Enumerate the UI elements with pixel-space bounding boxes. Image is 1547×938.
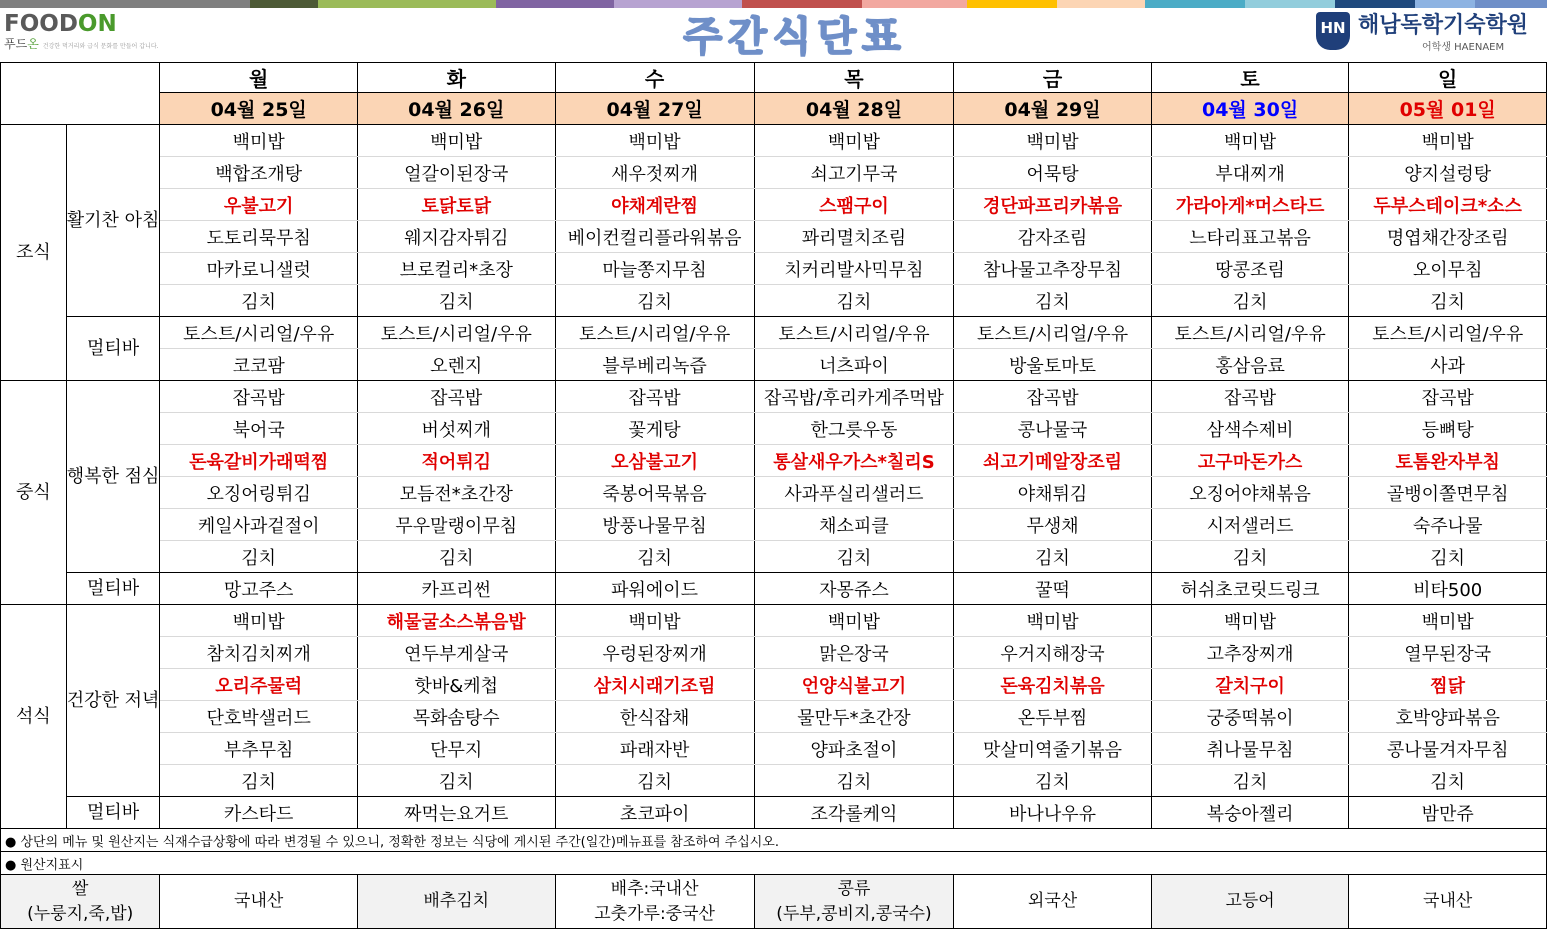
menu-item: 우거지해장국	[954, 637, 1152, 669]
day-header: 목	[754, 63, 954, 93]
menu-item: 웨지감자튀김	[357, 221, 555, 253]
menu-item: 삼치시래기조림	[555, 669, 754, 701]
menu-item: 김치	[160, 541, 358, 573]
menu-item: 백미밥	[754, 125, 954, 157]
origin-cell: 배추:국내산 고춧가루:중국산	[555, 875, 754, 929]
menu-item: 맛살미역줄기볶음	[954, 733, 1152, 765]
menu-item: 김치	[754, 285, 954, 317]
menu-item: 온두부찜	[954, 701, 1152, 733]
day-header: 월	[160, 63, 358, 93]
menu-item: 잡곡밥	[954, 381, 1152, 413]
menu-item: 홍삼음료	[1151, 349, 1349, 381]
weekly-menu-table	[0, 62, 1547, 929]
menu-item: 케일사과겉절이	[160, 509, 358, 541]
menu-item: 김치	[754, 765, 954, 797]
menu-item: 잡곡밥	[1151, 381, 1349, 413]
academy-name: 해남독학기숙학원	[1358, 13, 1529, 38]
menu-item: 콩나물겨자무침	[1349, 733, 1547, 765]
menu-item: 조각롤케익	[754, 797, 954, 829]
menu-item: 초코파이	[555, 797, 754, 829]
menu-item: 토스트/시리얼/우유	[1349, 317, 1547, 349]
day-header: 화	[357, 63, 555, 93]
menu-row	[1, 477, 1547, 509]
menu-item: 단무지	[357, 733, 555, 765]
menu-item: 맑은장국	[754, 637, 954, 669]
menu-item: 잡곡밥	[555, 381, 754, 413]
menu-item: 경단파프리카볶음	[954, 189, 1152, 221]
menu-item: 오리주물럭	[160, 669, 358, 701]
date-header: 04월 26일	[357, 93, 555, 125]
menu-item: 백미밥	[954, 605, 1152, 637]
menu-item: 언양식불고기	[754, 669, 954, 701]
menu-item: 꽈리멸치조림	[754, 221, 954, 253]
menu-row	[1, 157, 1547, 189]
day-header: 수	[555, 63, 754, 93]
menu-item: 얼갈이된장국	[357, 157, 555, 189]
menu-row	[1, 573, 1547, 605]
menu-item: 숙주나물	[1349, 509, 1547, 541]
origin-cell: 쌀 (누룽지,죽,밥)	[1, 875, 160, 929]
menu-item: 목화솜탕수	[357, 701, 555, 733]
menu-item: 김치	[954, 285, 1152, 317]
day-header: 토	[1151, 63, 1349, 93]
menu-item: 꽃게탕	[555, 413, 754, 445]
menu-item: 오삼불고기	[555, 445, 754, 477]
menu-item: 두부스테이크*소스	[1349, 189, 1547, 221]
stripe-segment	[614, 0, 742, 8]
origin-cell: 외국산	[954, 875, 1152, 929]
menu-item: 김치	[357, 541, 555, 573]
meal-label: 석식	[1, 605, 67, 829]
date-header: 04월 25일	[160, 93, 358, 125]
menu-item: 잡곡밥/후리카게주먹밥	[754, 381, 954, 413]
menu-item: 자몽쥬스	[754, 573, 954, 605]
menu-item: 느타리표고볶음	[1151, 221, 1349, 253]
menu-item: 모듬전*초간장	[357, 477, 555, 509]
menu-item: 김치	[954, 765, 1152, 797]
menu-item: 양파초절이	[754, 733, 954, 765]
corner-cell	[1, 63, 160, 125]
menu-item: 오징어야채볶음	[1151, 477, 1349, 509]
menu-item: 연두부게살국	[357, 637, 555, 669]
stripe-segment	[862, 0, 967, 8]
menu-item: 김치	[160, 765, 358, 797]
menu-item: 갈치구이	[1151, 669, 1349, 701]
menu-item: 오징어링튀김	[160, 477, 358, 509]
menu-item: 새우젓찌개	[555, 157, 754, 189]
menu-item: 김치	[160, 285, 358, 317]
menu-item: 코코팜	[160, 349, 358, 381]
menu-row	[1, 189, 1547, 221]
menu-item: 백미밥	[754, 605, 954, 637]
menu-item: 해물굴소스볶음밥	[357, 605, 555, 637]
menu-item: 백미밥	[555, 605, 754, 637]
menu-item: 가라아게*머스타드	[1151, 189, 1349, 221]
menu-item: 카프리썬	[357, 573, 555, 605]
menu-item: 바나나우유	[954, 797, 1152, 829]
meal-sub-label: 행복한 점심	[66, 381, 160, 573]
menu-item: 부추무침	[160, 733, 358, 765]
menu-item: 토스트/시리얼/우유	[954, 317, 1152, 349]
menu-item: 잡곡밥	[1349, 381, 1547, 413]
day-header: 일	[1349, 63, 1547, 93]
day-header: 금	[954, 63, 1152, 93]
menu-item: 김치	[357, 765, 555, 797]
menu-item: 시저샐러드	[1151, 509, 1349, 541]
menu-item: 백미밥	[160, 125, 358, 157]
stripe-segment	[1057, 0, 1145, 8]
menu-item: 고추장찌개	[1151, 637, 1349, 669]
menu-item: 오렌지	[357, 349, 555, 381]
menu-item: 사과	[1349, 349, 1547, 381]
logo-word-b: ON	[77, 11, 117, 37]
stripe-segment	[318, 0, 496, 8]
origin-cell: 국내산	[1349, 875, 1547, 929]
origin-cell: 고등어	[1151, 875, 1349, 929]
meal-sub-label: 활기찬 아침	[66, 125, 160, 317]
menu-row	[1, 285, 1547, 317]
date-header: 04월 30일	[1151, 93, 1349, 125]
menu-item: 토스트/시리얼/우유	[1151, 317, 1349, 349]
menu-item: 도토리묵무침	[160, 221, 358, 253]
menu-row	[1, 765, 1547, 797]
menu-item: 백미밥	[1349, 605, 1547, 637]
menu-item: 호박양파볶음	[1349, 701, 1547, 733]
menu-item: 토스트/시리얼/우유	[555, 317, 754, 349]
note-text: ● 상단의 메뉴 및 원산지는 식재수급상황에 따라 변경될 수 있으니, 정확한 정보는 식당에 게시된 주간(일간)메뉴표를 참조하여 주십시오.	[1, 829, 1547, 852]
menu-item: 꿀떡	[954, 573, 1152, 605]
meal-sub-label: 멀티바	[66, 573, 160, 605]
meal-sub-label: 멀티바	[66, 317, 160, 381]
menu-item: 짜먹는요거트	[357, 797, 555, 829]
menu-item: 열무된장국	[1349, 637, 1547, 669]
origin-cell: 국내산	[160, 875, 358, 929]
day-header-row	[1, 63, 1547, 93]
menu-row	[1, 637, 1547, 669]
date-header: 04월 28일	[754, 93, 954, 125]
menu-item: 브로컬리*초장	[357, 253, 555, 285]
menu-item: 오이무침	[1349, 253, 1547, 285]
note-row	[1, 852, 1547, 875]
menu-item: 김치	[555, 541, 754, 573]
menu-item: 쇠고기메알장조림	[954, 445, 1152, 477]
menu-item: 부대찌개	[1151, 157, 1349, 189]
note-row	[1, 829, 1547, 852]
menu-item: 마늘쫑지무침	[555, 253, 754, 285]
menu-item: 너츠파이	[754, 349, 954, 381]
menu-item: 어묵탕	[954, 157, 1152, 189]
menu-item: 허쉬초코릿드링크	[1151, 573, 1349, 605]
menu-item: 우불고기	[160, 189, 358, 221]
menu-item: 우렁된장찌개	[555, 637, 754, 669]
menu-item: 등뼈탕	[1349, 413, 1547, 445]
menu-item: 쇠고기무국	[754, 157, 954, 189]
menu-item: 핫바&케첩	[357, 669, 555, 701]
menu-item: 백미밥	[1349, 125, 1547, 157]
menu-row	[1, 317, 1547, 349]
menu-row	[1, 445, 1547, 477]
menu-item: 밤만쥬	[1349, 797, 1547, 829]
menu-item: 북어국	[160, 413, 358, 445]
logo-korean: 푸드	[4, 37, 28, 51]
menu-item: 김치	[555, 765, 754, 797]
menu-item: 백미밥	[357, 125, 555, 157]
academy-logo	[1312, 10, 1542, 58]
foodon-logo	[4, 12, 164, 57]
menu-row	[1, 125, 1547, 157]
menu-item: 감자조림	[954, 221, 1152, 253]
menu-item: 망고주스	[160, 573, 358, 605]
note-text: ● 원산지표시	[1, 852, 1547, 875]
menu-item: 사과푸실리샐러드	[754, 477, 954, 509]
origin-cell: 배추김치	[357, 875, 555, 929]
page-title: 주간식단표	[683, 14, 907, 60]
menu-item: 복숭아젤리	[1151, 797, 1349, 829]
meal-sub-label: 멀티바	[66, 797, 160, 829]
menu-item: 김치	[357, 285, 555, 317]
menu-item: 파워에이드	[555, 573, 754, 605]
menu-item: 백미밥	[1151, 125, 1349, 157]
menu-row	[1, 221, 1547, 253]
meal-label: 중식	[1, 381, 67, 605]
menu-item: 김치	[555, 285, 754, 317]
color-stripe	[0, 0, 1547, 8]
menu-item: 땅콩조림	[1151, 253, 1349, 285]
menu-row	[1, 701, 1547, 733]
menu-item: 무우말랭이무침	[357, 509, 555, 541]
menu-item: 죽봉어묵볶음	[555, 477, 754, 509]
menu-item: 삼색수제비	[1151, 413, 1349, 445]
logo-tagline: 건강한 먹거리와 급식 문화를 만들어 갑니다.	[42, 43, 159, 50]
menu-item: 고구마돈가스	[1151, 445, 1349, 477]
menu-item: 김치	[1349, 285, 1547, 317]
stripe-segment	[742, 0, 862, 8]
menu-item: 베이컨컬리플라워볶음	[555, 221, 754, 253]
stripe-segment	[1245, 0, 1335, 8]
menu-item: 명엽채간장조림	[1349, 221, 1547, 253]
stripe-segment	[0, 0, 250, 8]
menu-item: 돈육김치볶음	[954, 669, 1152, 701]
menu-item: 한그릇우동	[754, 413, 954, 445]
menu-item: 야채계란찜	[555, 189, 754, 221]
menu-row	[1, 797, 1547, 829]
menu-item: 김치	[1349, 765, 1547, 797]
menu-item: 한식잡채	[555, 701, 754, 733]
meal-label: 조식	[1, 125, 67, 381]
menu-row	[1, 349, 1547, 381]
menu-item: 비타500	[1349, 573, 1547, 605]
menu-row	[1, 733, 1547, 765]
menu-item: 찜닭	[1349, 669, 1547, 701]
menu-item: 물만두*초간장	[754, 701, 954, 733]
menu-item: 스팸구이	[754, 189, 954, 221]
menu-item: 김치	[954, 541, 1152, 573]
menu-row	[1, 381, 1547, 413]
menu-row	[1, 605, 1547, 637]
stripe-segment	[1145, 0, 1245, 8]
stripe-segment	[496, 0, 614, 8]
menu-item: 블루베리녹즙	[555, 349, 754, 381]
origin-cell: 콩류 (두부,콩비지,콩국수)	[754, 875, 954, 929]
menu-item: 콩나물국	[954, 413, 1152, 445]
menu-item: 백합조개탕	[160, 157, 358, 189]
menu-row	[1, 253, 1547, 285]
stripe-segment	[250, 0, 318, 8]
menu-item: 카스타드	[160, 797, 358, 829]
menu-item: 방울토마토	[954, 349, 1152, 381]
stripe-segment	[1335, 0, 1415, 8]
menu-item: 참치김치찌개	[160, 637, 358, 669]
menu-item: 치커리발사믹무침	[754, 253, 954, 285]
menu-item: 백미밥	[1151, 605, 1349, 637]
menu-item: 참나물고추장무침	[954, 253, 1152, 285]
menu-row	[1, 541, 1547, 573]
date-header: 04월 29일	[954, 93, 1152, 125]
menu-row	[1, 669, 1547, 701]
stripe-segment	[1415, 0, 1475, 8]
academy-subtitle: 어학생 HAENAEM	[1422, 42, 1505, 53]
menu-item: 김치	[1151, 541, 1349, 573]
menu-item: 김치	[1349, 541, 1547, 573]
menu-item: 토스트/시리얼/우유	[160, 317, 358, 349]
menu-item: 야채튀김	[954, 477, 1152, 509]
menu-item: 돈육갈비가래떡찜	[160, 445, 358, 477]
menu-item: 궁중떡볶이	[1151, 701, 1349, 733]
menu-item: 방풍나물무침	[555, 509, 754, 541]
menu-item: 통살새우가스*칠리S	[754, 445, 954, 477]
menu-item: 백미밥	[160, 605, 358, 637]
menu-item: 적어튀김	[357, 445, 555, 477]
menu-item: 무생채	[954, 509, 1152, 541]
date-header: 04월 27일	[555, 93, 754, 125]
menu-item: 골뱅이쫄면무침	[1349, 477, 1547, 509]
menu-item: 잡곡밥	[357, 381, 555, 413]
menu-item: 토톰완자부침	[1349, 445, 1547, 477]
menu-item: 잡곡밥	[160, 381, 358, 413]
menu-item: 토스트/시리얼/우유	[357, 317, 555, 349]
logo-word-a: FOOD	[4, 11, 78, 37]
meal-sub-label: 건강한 저녁	[66, 605, 160, 797]
menu-item: 토스트/시리얼/우유	[754, 317, 954, 349]
menu-item: 채소피클	[754, 509, 954, 541]
menu-item: 김치	[1151, 765, 1349, 797]
menu-item: 김치	[754, 541, 954, 573]
academy-badge-icon: HN	[1316, 12, 1350, 50]
origin-row	[1, 875, 1547, 929]
menu-item: 버섯찌개	[357, 413, 555, 445]
menu-item: 파래자반	[555, 733, 754, 765]
menu-item: 토닭토닭	[357, 189, 555, 221]
menu-row	[1, 413, 1547, 445]
menu-item: 취나물무침	[1151, 733, 1349, 765]
menu-item: 백미밥	[954, 125, 1152, 157]
stripe-segment	[1475, 0, 1547, 8]
date-header: 05월 01일	[1349, 93, 1547, 125]
date-header-row	[1, 93, 1547, 125]
menu-item: 양지설렁탕	[1349, 157, 1547, 189]
menu-item: 백미밥	[555, 125, 754, 157]
menu-item: 김치	[1151, 285, 1349, 317]
menu-row	[1, 509, 1547, 541]
stripe-segment	[967, 0, 1057, 8]
menu-item: 마카로니샐럿	[160, 253, 358, 285]
logo-korean-green: 온	[27, 37, 39, 51]
menu-item: 단호박샐러드	[160, 701, 358, 733]
